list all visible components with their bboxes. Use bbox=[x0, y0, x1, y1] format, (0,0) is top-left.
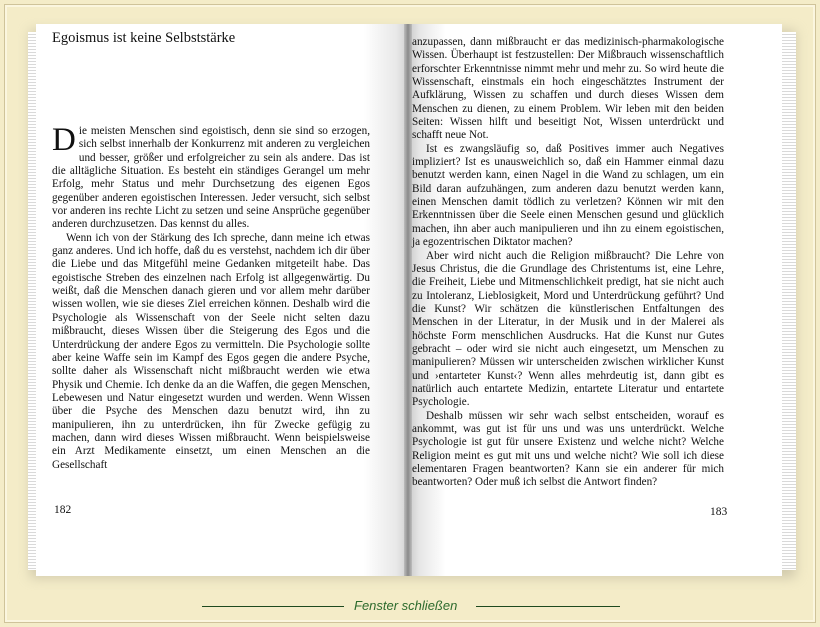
footer-rule-left bbox=[202, 606, 344, 607]
left-paragraph-text: ie meisten Menschen sind egoistisch, denn sie sind so erzogen, sich selbst innerhalb der Konkurrenz mit anderen zu vergleichen und besser, größer und erfolgreicher zu sein als andere. Das ist die alltägliche Situation. Es besteht ein ständiges Gerangel um mehr Erfolg, mehr Status und mehr Durchsetzung des eigenen Egos gegenüber anderen egoistischen Interessen. Jeder versucht, sich selbst vor anderen ins rechte Licht zu setzen und seine Ansprüche gegenüber anderen durchzusetzen. Das kennst du alles. bbox=[52, 125, 370, 231]
page-number-left: 182 bbox=[54, 504, 72, 516]
right-page-text bbox=[412, 36, 724, 490]
page-edge-right bbox=[782, 32, 796, 570]
footer-rule-right bbox=[476, 606, 620, 607]
footer bbox=[0, 596, 820, 616]
drop-cap: D bbox=[52, 122, 76, 158]
chapter-title: Egoismus ist keine Selbststärke bbox=[52, 30, 236, 46]
close-window-link[interactable]: Fenster schließen bbox=[354, 598, 458, 613]
right-paragraph: Ist es zwangsläufig so, daß Positives immer auch Negatives impliziert? Ist es unausweichlich so, daß ein Hammer einmal dazu benutzt werden kann, einen Nagel in die Wand zu schlagen, um ein Bild daran aufzuhängen, zum anderen dazu benutzt werden kann, einen Menschen damit tödlich zu verletzen? Können wir mit den Erkenntnissen über die Seele einen Menschen gesund und glücklich machen, ihn aber auch manipulieren und ihn zu einem egoistischen, ja egozentrischen Diktator machen? bbox=[412, 142, 724, 249]
left-page-text bbox=[52, 122, 370, 472]
right-paragraph: Deshalb müssen wir sehr wach selbst entscheiden, worauf es ankommt, was gut ist für uns und was uns unterdrückt. Welche Psychologie ist gut für unsere Existenz und welche nicht? Welche Religion meint es gut mit uns und welche nicht? Wie soll ich diese elementaren Fragen beantworten? Kann sie ein anderer für mich beantworten? Oder muß ich selbst die Antwort finden? bbox=[412, 409, 724, 489]
left-paragraph bbox=[52, 122, 370, 232]
right-paragraph: anzupassen, dann mißbraucht er das medizinisch-pharmakologische Wissen. Überhaupt ist festzustellen: Der Mißbrauch wissenschaftlich erforschter Erkenntnisse nimmt mehr und mehr zu. So wird heute die Wissenschaft, einstmals ein hoch eingeschätztes Instrument der Aufklärung, Wissen zu schaffen und durch dieses Wissen dem Menschen zu dienen, zu einem Problem. Wir leben mit den beiden Seiten: Wissen hilft und beseitigt Not, Wissen unterdrückt und schafft neue Not. bbox=[412, 36, 724, 142]
book-gutter bbox=[404, 24, 412, 576]
right-paragraph: Aber wird nicht auch die Religion mißbraucht? Die Lehre von Jesus Christus, die die Grundlage des Christentums ist, eine Lehre, die Freiheit, Liebe und Mitmenschlichkeit predigt, hat sie nicht auch zu Intoleranz, Lieblosigkeit, Mord und Unterdrückung geführt? Und die Kunst? Wir schätzen die künstlerischen Entfaltungen des Menschen in der Literatur, in der Musik und in der Malerei als höchste Form menschlichen Ausdrucks. Hat die Kunst nur Gutes gebracht – oder wird sie nicht auch eingesetzt, um Menschen zu manipulieren? Müssen wir unterscheiden zwischen wirklicher Kunst und ›entarteter Kunst‹? Wenn alles mehrdeutig ist, dann gibt es natürlich auch entartete Medizin, entartete Literatur und entartete Psychologie. bbox=[412, 249, 724, 409]
page-number-right: 183 bbox=[710, 506, 728, 518]
left-paragraph: Wenn ich von der Stärkung des Ich spreche, dann meine ich etwas ganz anderes. Und ich hoffe, daß du es verstehst, nachdem ich dir über die Liebe und das Mitgefühl meine Gedanken mitgeteilt habe. Das egoistische Streben des einzelnen nach Erfolg ist allgegenwärtig. Du weißt, daß die Menschen danach gieren und vor allem mehr darüber wissen wollen, wie sie dieses Ziel erreichen können. Deshalb wird die Psychologie als Wissenschaft von der Seele nicht selten dazu mißbraucht, dieses Wissen über die Steigerung des Egos und die Unterdrückung der andere Egos zu vermitteln. Die Psychologie sollte aber keine Waffe sein im Kampf des Egos gegen die andere Psyche, sollte daher als Wissenschaft nicht mißbraucht werden wie etwa Physik und Chemie. Ich denke da an die Waffen, die gegen Menschen, Lebewesen und Natur eingesetzt wurden und werden. Wenn Wissen über die Psyche des Menschen dazu benutzt wird, ihn zu manipulieren, ihn zu unterdrücken, ihn für Zwecke gefügig zu machen, dann wird dieses Wissen mißbraucht. Wenn beispielsweise ein Arzt Medikamente einsetzt, um einen Menschen an die Gesellschaft bbox=[52, 231, 370, 471]
